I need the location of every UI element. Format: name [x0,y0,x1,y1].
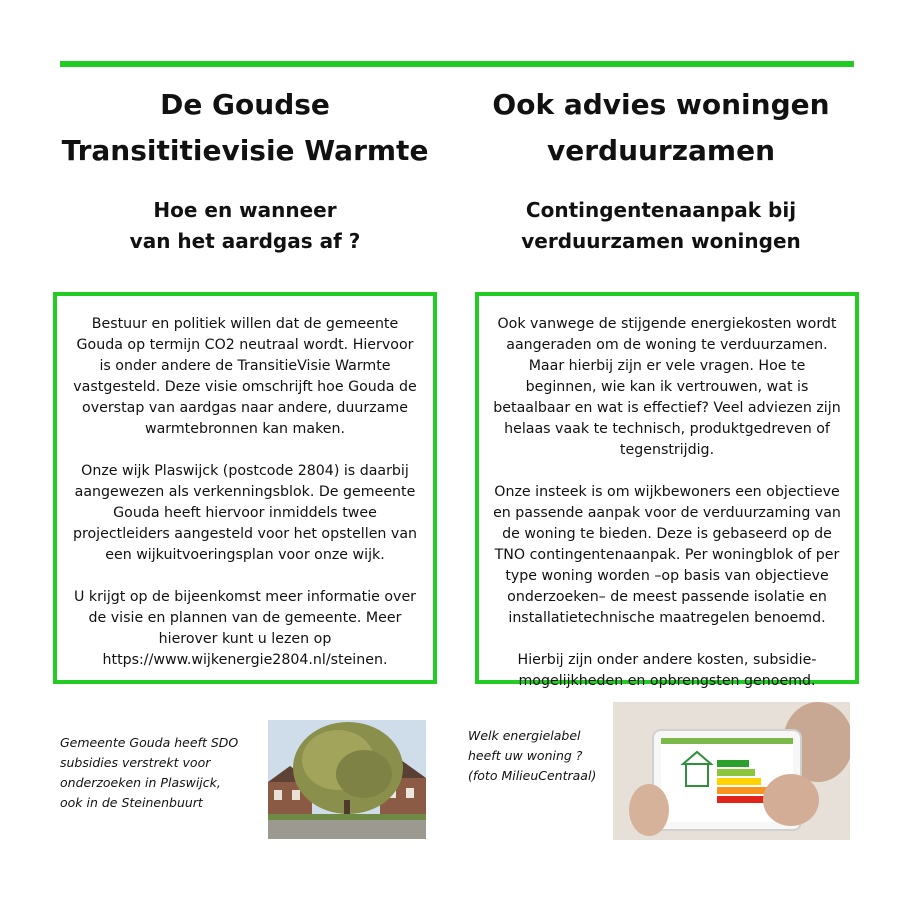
top-accent-bar [60,61,854,67]
right-paragraph-1: Ook vanwege de stijgende energiekosten wordt aangeraden om de woning te verduurzamen. Maar hierbij zijn er vele vragen. Hoe te beginnen, wie kan ik vertrouwen, wat is betaalbaar en wat is effectief? Veel adviezen zijn helaas vaak te technisch, produktgedreven of tegenstrijdig. [493,316,841,458]
left-photo-caption: Gemeente Gouda heeft SDO subsidies verstrekt voor onderzoeken in Plaswijck, ook in de Steinenbuurt [60,735,239,810]
energy-label-tablet-photo [613,702,850,840]
left-paragraph-3: U krijgt op de bijeenkomst meer informatie over de visie en plannen van de gemeente. Meer hierover kunt u lezen op https://www.wijkenergie2804.nl/steinen. [73,589,417,668]
left-subtitle: Hoe en wanneer van het aardgas af ? [129,198,361,253]
tree-street-photo [268,720,426,839]
right-paragraph-2: Onze insteek is om wijkbewoners een objectieve en passende aanpak voor de verduurzaming van de woning te bieden. Deze is gebaseerd op de TNO contingentenaanpak. Per woningblok of per type woning worden –op basis van objectieve onderzoeken– de meest passende isolatie en installatietechnische maatregelen benoemd. [493,484,841,626]
left-title: De Goudse Transititievisie Warmte [61,88,429,167]
left-text-box [53,292,437,684]
right-column-header [461,82,861,253]
right-paragraph-3: Hierbij zijn onder andere kosten, subsidie-mogelijkheden en opbrengsten genoemd. [517,652,817,689]
left-paragraph-2: Onze wijk Plaswijck (postcode 2804) is daarbij aangewezen als verkenningsblok. De gemeente Gouda heeft hiervoor inmiddels twee projectleiders aangesteld voor het opstellen van een wijkuitvoeringsplan voor onze wijk. [72,463,418,563]
right-photo-caption: Welk energielabel heeft uw woning ? (foto MilieuCentraal) [468,728,597,783]
right-text-box [475,292,859,689]
right-title: Ook advies woningen verduurzamen [492,88,830,167]
left-column-header [53,82,437,253]
left-paragraph-1: Bestuur en politiek willen dat de gemeente Gouda op termijn CO2 neutraal wordt. Hiervoor is onder andere de TransitieVisie Warmte vastgesteld. Deze visie omschrijft hoe Gouda de overstap van aardgas naar andere, duurzame warmtebronnen kan maken. [73,316,417,437]
right-subtitle: Contingentenaanpak bij verduurzamen woningen [521,198,801,253]
